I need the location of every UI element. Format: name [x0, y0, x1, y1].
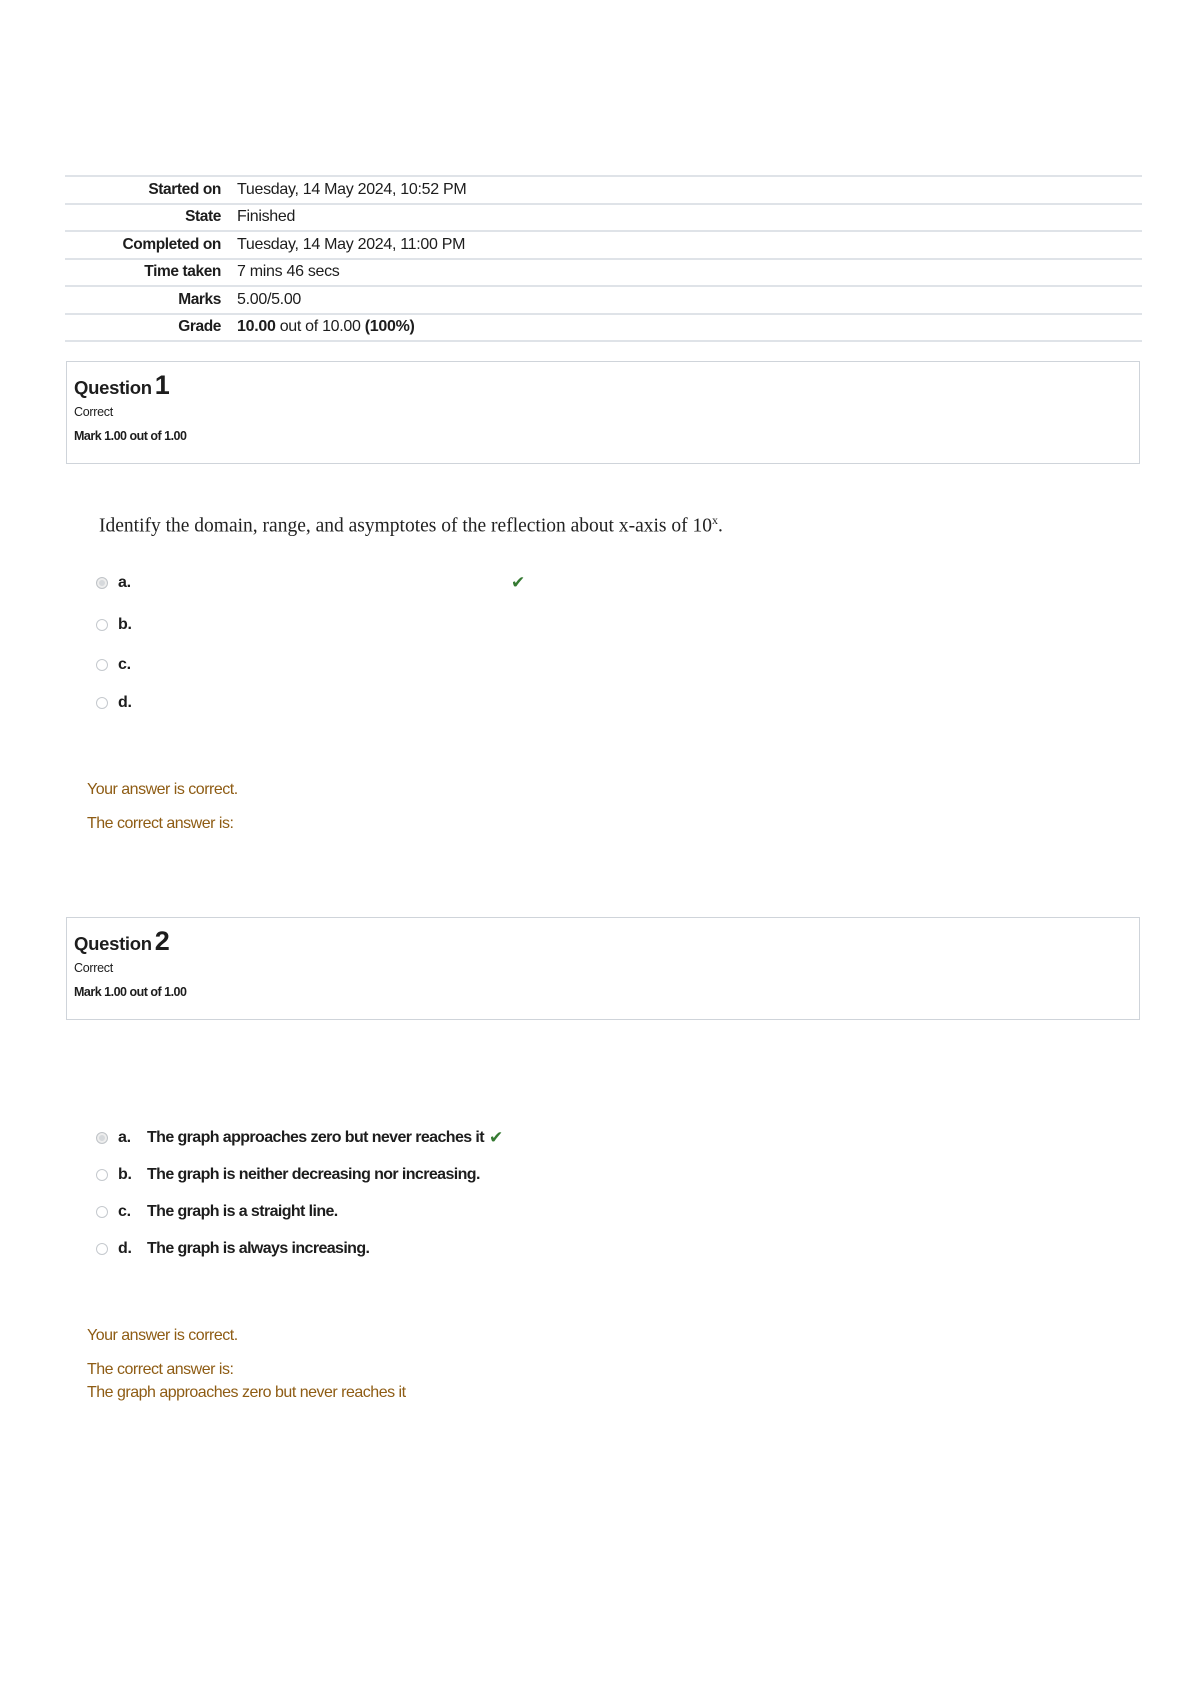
grade-percent: (100%) [364, 318, 415, 336]
option-letter: a. [118, 574, 131, 591]
radio-button[interactable] [96, 619, 108, 631]
option-letter: c. [118, 656, 131, 673]
option-text: The graph is neither decreasing nor increasing. [147, 1166, 480, 1183]
option-letter: a. [118, 1129, 131, 1146]
feedback-answer-label: The correct answer is: [87, 815, 234, 832]
radio-button[interactable] [96, 1169, 108, 1181]
radio-button[interactable] [96, 1132, 108, 1144]
option-letter: d. [118, 694, 132, 711]
question-grade: Mark 1.00 out of 1.00 [74, 985, 187, 999]
summary-row-time-taken [65, 259, 1142, 287]
question-state: Correct [74, 961, 113, 975]
summary-row-started [65, 176, 1142, 204]
answer-option-b[interactable] [96, 614, 147, 636]
summary-label: Completed on [122, 235, 221, 253]
option-letter: d. [118, 1240, 132, 1257]
answer-option-c[interactable] [96, 654, 147, 676]
summary-row-completed [65, 231, 1142, 259]
summary-row-marks [65, 286, 1142, 314]
radio-button[interactable] [96, 659, 108, 671]
question-text-main: Identify the domain, range, and asymptotes of the reflection about x-axis of 10 [99, 515, 712, 537]
option-letter: b. [118, 616, 132, 633]
summary-label: Started on [148, 180, 221, 198]
radio-button[interactable] [96, 697, 108, 709]
radio-button[interactable] [96, 1206, 108, 1218]
summary-value: Tuesday, 14 May 2024, 11:00 PM [237, 235, 466, 253]
grade-score: 10.00 [237, 318, 276, 336]
answer-option-d[interactable] [96, 1238, 369, 1260]
summary-label: Grade [178, 318, 221, 336]
option-text: The graph approaches zero but never reaches it [147, 1129, 484, 1146]
radio-button[interactable] [96, 577, 108, 589]
summary-value: Finished [237, 208, 296, 226]
summary-row-state [65, 204, 1142, 232]
question-info-box [66, 361, 1140, 464]
summary-row-grade [65, 314, 1142, 342]
summary-label: State [185, 208, 221, 226]
option-letter: c. [118, 1203, 131, 1220]
question-label: Question [74, 377, 152, 398]
attempt-summary-table [65, 175, 1142, 342]
feedback-answer-label: The correct answer is: [87, 1361, 234, 1378]
option-text: The graph is a straight line. [147, 1203, 338, 1220]
grade-rest: out of 10.00 [275, 318, 365, 336]
summary-label: Time taken [144, 263, 221, 281]
feedback-answer-text: The graph approaches zero but never reaches it [87, 1384, 406, 1401]
question-grade: Mark 1.00 out of 1.00 [74, 429, 187, 443]
radio-button[interactable] [96, 1243, 108, 1255]
answer-option-d[interactable] [96, 692, 147, 714]
question-number [74, 926, 1132, 957]
question-text [99, 513, 723, 538]
question-state: Correct [74, 405, 113, 419]
option-text: The graph is always increasing. [147, 1240, 370, 1257]
answer-option-a[interactable] [96, 572, 525, 594]
question-number [74, 370, 1132, 401]
question-number-value: 1 [154, 370, 170, 400]
answer-option-b[interactable] [96, 1164, 480, 1186]
summary-value: 7 mins 46 secs [237, 263, 340, 281]
summary-label: Marks [178, 290, 221, 308]
summary-value: 5.00/5.00 [237, 290, 302, 308]
question-label: Question [74, 933, 152, 954]
feedback-correct: Your answer is correct. [87, 781, 238, 798]
question-text-end: . [717, 515, 723, 537]
question-number-value: 2 [154, 926, 170, 956]
answer-option-c[interactable] [96, 1201, 338, 1223]
question-text-superscript: x [711, 513, 718, 527]
check-icon: ✔ [488, 1128, 504, 1147]
check-icon: ✔ [511, 573, 526, 592]
summary-value: Tuesday, 14 May 2024, 10:52 PM [237, 180, 467, 198]
option-letter: b. [118, 1166, 132, 1183]
question-info-box [66, 917, 1140, 1020]
feedback-correct: Your answer is correct. [87, 1327, 238, 1344]
answer-option-a[interactable] [96, 1127, 503, 1149]
summary-value [237, 314, 1142, 342]
